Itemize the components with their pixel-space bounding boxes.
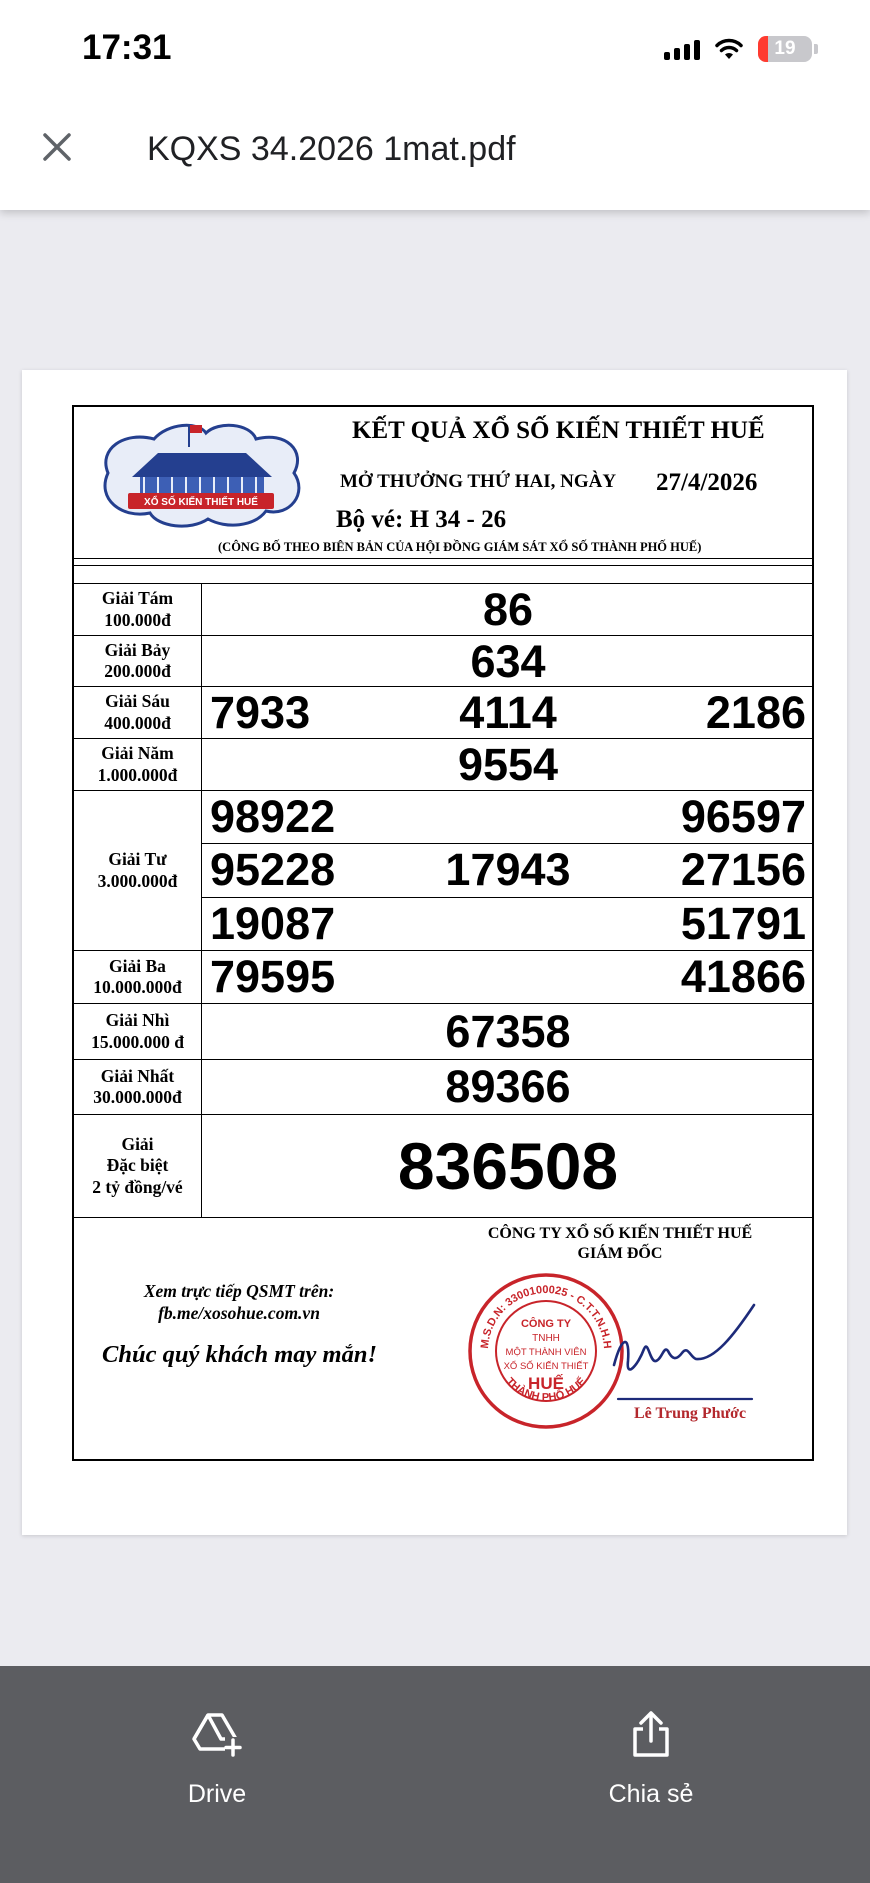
sheet-title: KẾT QUẢ XỔ SỐ KIẾN THIẾT HUẾ [352, 417, 765, 444]
winning-number: 7933 [210, 687, 311, 738]
wifi-icon [714, 37, 744, 61]
prize-row-special [74, 1115, 812, 1217]
prize-numbers [202, 1060, 812, 1114]
prize-numbers [202, 1004, 812, 1059]
winning-number: 27156 [680, 844, 806, 896]
prize-amount: 30.000.000đ [93, 1087, 182, 1107]
prize-numbers [202, 739, 812, 790]
winning-number: 96597 [680, 791, 806, 843]
prize-name: Giải Tám [101, 588, 174, 609]
prize-amount: 3.000.000đ [97, 870, 178, 891]
winning-number: 98922 [210, 791, 336, 843]
close-button[interactable] [38, 128, 76, 166]
number-line [202, 687, 812, 739]
winning-number: 67358 [445, 1005, 571, 1057]
prize-name: Giải Nhất [100, 1065, 175, 1086]
number-line [202, 897, 812, 950]
bottom-action-bar [0, 1666, 870, 1883]
company-stamp [466, 1271, 626, 1431]
draw-date: 27/4/2026 [656, 469, 758, 496]
number-line [202, 1004, 812, 1059]
prize-row-8 [74, 584, 812, 636]
prize-amount: 10.000.000đ [93, 977, 182, 997]
prize-name: Giải Tư [108, 849, 167, 870]
number-line [202, 791, 812, 843]
winning-number: 2186 [705, 687, 806, 738]
winning-number: 634 [470, 636, 546, 687]
logo-text: XỔ SỐ KIẾN THIẾT HUẾ [144, 497, 258, 508]
winning-number: 95228 [210, 844, 336, 896]
prize-label [74, 1115, 202, 1217]
lottery-result-sheet [72, 405, 814, 1461]
top-bar [0, 0, 870, 210]
prize-name: Giải Sáu [105, 691, 170, 712]
winning-number: 9554 [457, 739, 559, 790]
drive-button[interactable] [117, 1706, 317, 1826]
share-button[interactable] [551, 1706, 751, 1826]
sheet-header [74, 407, 812, 559]
number-line [202, 843, 812, 896]
prize-name: Giải Bảy [104, 639, 171, 660]
prize-label [74, 791, 202, 950]
header-divider [74, 565, 812, 566]
results-table [74, 583, 812, 1218]
director-title: GIÁM ĐỐC [577, 1245, 663, 1262]
winning-number: 19087 [210, 897, 336, 949]
number-line [202, 1060, 812, 1114]
number-line [202, 739, 812, 791]
winning-number: 86 [482, 584, 534, 635]
company-name: CÔNG TY XỔ SỐ KIẾN THIẾT HUẾ [487, 1225, 753, 1242]
prize-name: Giải Nhì [105, 1010, 170, 1031]
prize-row-7 [74, 636, 812, 687]
drive-label: Drive [187, 1780, 247, 1808]
status-icons [664, 32, 818, 66]
battery-tip [814, 44, 818, 54]
sheet-footer [74, 1215, 812, 1459]
battery-percent: 19 [774, 38, 796, 59]
winning-number: 89366 [445, 1061, 571, 1112]
share-icon [623, 1706, 679, 1762]
watch-live-text: Xem trực tiếp QSMT trên: [143, 1281, 335, 1301]
prize-name: Đặc biệt [106, 1155, 169, 1176]
prize-amount: 15.000.000 đ [91, 1031, 184, 1052]
prize-row-4 [74, 791, 812, 951]
winning-number: 4114 [459, 687, 557, 738]
prize-name: Giải Ba [109, 955, 166, 976]
prize-amount: 1.000.000đ [97, 764, 178, 785]
watch-live-link: fb.me/xosohue.com.vn [158, 1303, 320, 1323]
stamp-line: XỔ SỐ KIẾN THIẾT [503, 1361, 589, 1372]
drive-add-icon [189, 1706, 245, 1762]
close-icon [42, 132, 72, 162]
number-line [202, 636, 812, 688]
prize-label [74, 1004, 202, 1059]
prize-row-6 [74, 687, 812, 739]
prize-name: Giải [121, 1133, 154, 1154]
ticket-set: Bộ vé: H 34 - 26 [336, 506, 507, 533]
prize-numbers [202, 1115, 812, 1217]
prize-name: Giải Năm [101, 743, 174, 764]
share-label: Chia sẻ [608, 1780, 694, 1808]
prize-label [74, 636, 202, 686]
lottery-logo [94, 415, 308, 531]
stamp-line: CÔNG TY [520, 1318, 572, 1330]
prize-label [74, 1060, 202, 1114]
prize-numbers [202, 584, 812, 635]
prize-numbers [202, 636, 812, 686]
winning-number: 17943 [445, 844, 571, 896]
prize-amount: 100.000đ [104, 609, 171, 630]
battery-indicator [758, 36, 812, 62]
winning-number: 41866 [680, 951, 806, 1002]
prize-label [74, 584, 202, 635]
stamp-ring-bottom: THÀNH PHỐ HUẾ [503, 1375, 589, 1404]
prize-label [74, 739, 202, 790]
signer-name: Lê Trung Phước [634, 1405, 747, 1422]
director-signature [604, 1295, 764, 1405]
winning-number: 79595 [210, 951, 336, 1002]
prize-label [74, 687, 202, 738]
status-time: 17:31 [82, 28, 172, 67]
pdf-page[interactable] [22, 370, 847, 1535]
stamp-ring-top: M.S.D.N: 3300100025 - C.T.T.N.H.H [478, 1283, 614, 1350]
prize-row-1 [74, 1060, 812, 1115]
prize-amount: 200.000đ [104, 661, 171, 681]
stamp-line: TNHH [532, 1333, 560, 1344]
number-line [202, 584, 812, 636]
cellular-signal-icon [664, 38, 700, 60]
draw-label: MỞ THƯỞNG THỨ HAI, NGÀY [340, 471, 617, 492]
prize-amount: 2 tỷ đồng/vé [92, 1176, 183, 1197]
prize-label [74, 951, 202, 1003]
prize-numbers [202, 791, 812, 950]
prize-row-3 [74, 951, 812, 1004]
document-title: KQXS 34.2026 1mat.pdf [147, 130, 516, 168]
number-line [202, 951, 812, 1003]
prize-row-2 [74, 1004, 812, 1060]
stamp-line: MỘT THÀNH VIÊN [505, 1347, 587, 1358]
number-line [202, 1115, 812, 1217]
good-luck-text: Chúc quý khách may mắn! [102, 1341, 377, 1368]
prize-row-5 [74, 739, 812, 791]
stamp-line: HUẾ [528, 1374, 564, 1393]
publication-note: (CÔNG BỐ THEO BIÊN BẢN CỦA HỘI ĐỒNG GIÁM SÁT XỔ SỐ THÀNH PHỐ HUẾ) [218, 540, 702, 554]
prize-numbers [202, 951, 812, 1003]
prize-amount: 400.000đ [104, 712, 171, 733]
prize-numbers [202, 687, 812, 738]
winning-number: 51791 [680, 897, 806, 949]
special-winning-number: 836508 [397, 1129, 619, 1203]
